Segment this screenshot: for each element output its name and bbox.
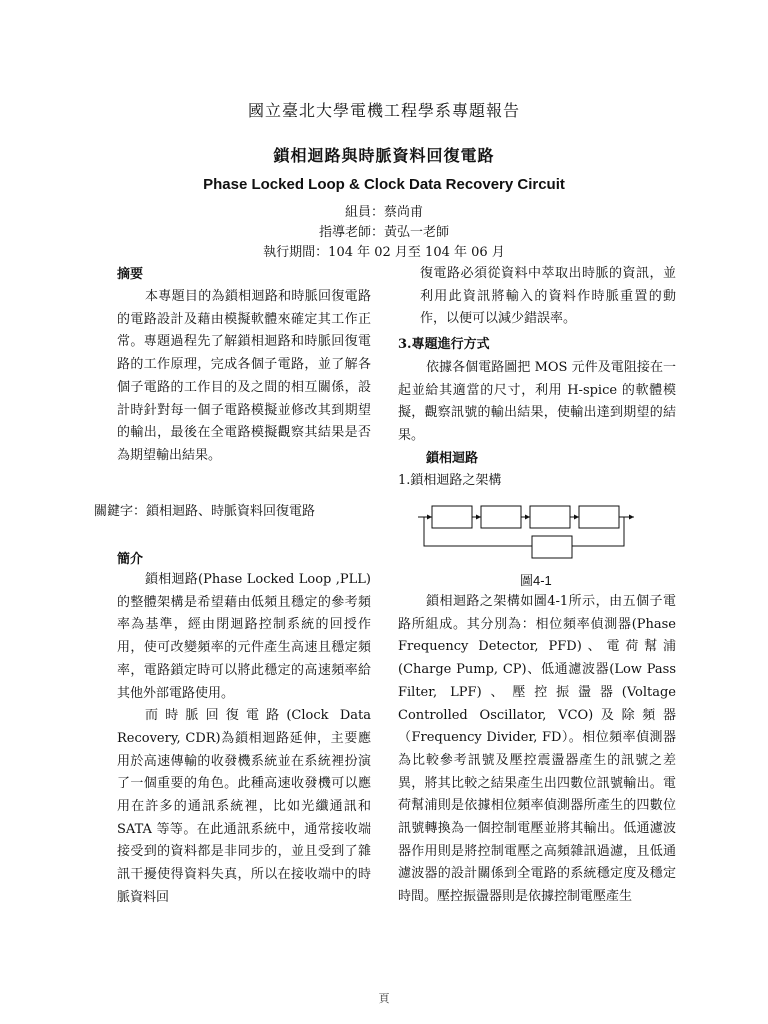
method-text: 依據各個電路圖把 MOS 元件及電阻接在一起並給其適當的尺寸，利用 H-spice 的軟體模擬，觀察訊號的輸出結果，使輸出達到期望的結果。 bbox=[398, 359, 676, 443]
abstract-section bbox=[117, 286, 371, 468]
intro-section bbox=[117, 569, 371, 910]
abstract-heading: 摘要 bbox=[117, 267, 144, 282]
divider-block bbox=[532, 536, 572, 558]
pfd-block bbox=[432, 506, 472, 528]
member-line: 組員：蔡尚甫 bbox=[344, 205, 423, 220]
continued-text: 復電路必須從資料中萃取出時脈的資訊，並利用此資訊將輸入的資料作時脈重置的動作，以便可以減少錯誤率。 bbox=[420, 266, 676, 327]
pll-description: 鎖相迴路之架構如圖4-1所示，由五個子電路所組成。其分別為：相位頻率偵測器(Phase Frequency Detector, PFD)、電荷幫浦(Charge Pump, CP)、低通濾波器(Low Pass Filter, LPF)、壓控振盪器(Voltage Controlled Oscillator, VCO)及除頻器（Frequency Divider, FD）。相位頻率偵測器為比較參考訊號及壓控震盪器產生的訊號之差異，將其比較之結果產生出四數位訊號輸出。電荷幫浦則是依據相位頻率偵測器所產生的四數位訊號轉換為一個控制電壓並將其輸出。低通濾波器作用則是將控制電壓之高頻雜訊過濾，且低通濾波器的設計關係到全電路的系統穩定度及穩定時間。壓控振盪器則是依據控制電壓產生 bbox=[398, 594, 676, 905]
pll-heading: 鎖相迴路 bbox=[426, 450, 479, 466]
intro-heading: 簡介 bbox=[117, 552, 144, 567]
method-heading: 3.專題進行方式 bbox=[398, 337, 490, 353]
vco-block bbox=[579, 506, 619, 528]
keywords: 關鍵字：鎖相迴路、時脈資料回復電路 bbox=[94, 504, 316, 519]
paper-title-english: Phase Locked Loop & Clock Data Recovery Circuit bbox=[203, 176, 565, 193]
pll-block-diagram bbox=[418, 500, 636, 566]
intro-paragraph-1: 鎖相迴路(Phase Locked Loop ,PLL)的整體架構是希望藉由低頻且穩定的參考頻率為基準，經由閉迴路控制系統的回授作用，使可改變頻率的元件產生高速且穩定頻率，電路鎖定時可以將此穩定的高速頻率給其他外部電路使用。 bbox=[117, 572, 371, 701]
period-line: 執行期間：104 年 02 月至 104 年 06 月 bbox=[263, 245, 505, 260]
page-number-label: 頁 bbox=[378, 992, 390, 1005]
feedback-line-in bbox=[424, 517, 532, 546]
abstract-text: 本專題目的為鎖相迴路和時脈回復電路的電路設計及藉由模擬軟體來確定其工作正常。專題過程先了解鎖相迴路和時脈回復電路的工作原理，完成各個子電路，並了解各個子電路的工作目的及之間的相互關係，設計時針對每一個子電路模擬並修改其到期望的輸出，最後在全電路模擬觀察其結果是否為期望輸出結果。 bbox=[117, 289, 371, 463]
advisor-line: 指導老師：黃弘一老師 bbox=[318, 225, 449, 240]
cp-block bbox=[481, 506, 521, 528]
pll-subheading: 1.鎖相迴路之架構 bbox=[398, 473, 502, 489]
lpf-block bbox=[530, 506, 570, 528]
report-title: 國立臺北大學電機工程學系專題報告 bbox=[247, 101, 520, 120]
paper-title-chinese: 鎖相迴路與時脈資料回復電路 bbox=[273, 146, 495, 165]
intro-paragraph-2: 而時脈回復電路(Clock Data Recovery, CDR)為鎖相迴路延伸，主要應用於高速傳輸的收發機系統並在系統裡扮演了一個重要的角色。此種高速收發機可以應用在許多的通訊系統裡，比如光纖通訊和 SATA 等等。在此通訊系統中，通常接收端接受到的資料都是非同步的，並且受到了雜訊干擾使得資料失真，所以在接收端中的時脈資料回 bbox=[117, 708, 371, 905]
feedback-line-out bbox=[572, 517, 624, 546]
right-column-top bbox=[398, 263, 676, 493]
figure-caption: 圖4-1 bbox=[520, 573, 552, 588]
pll-description-section bbox=[398, 591, 676, 909]
